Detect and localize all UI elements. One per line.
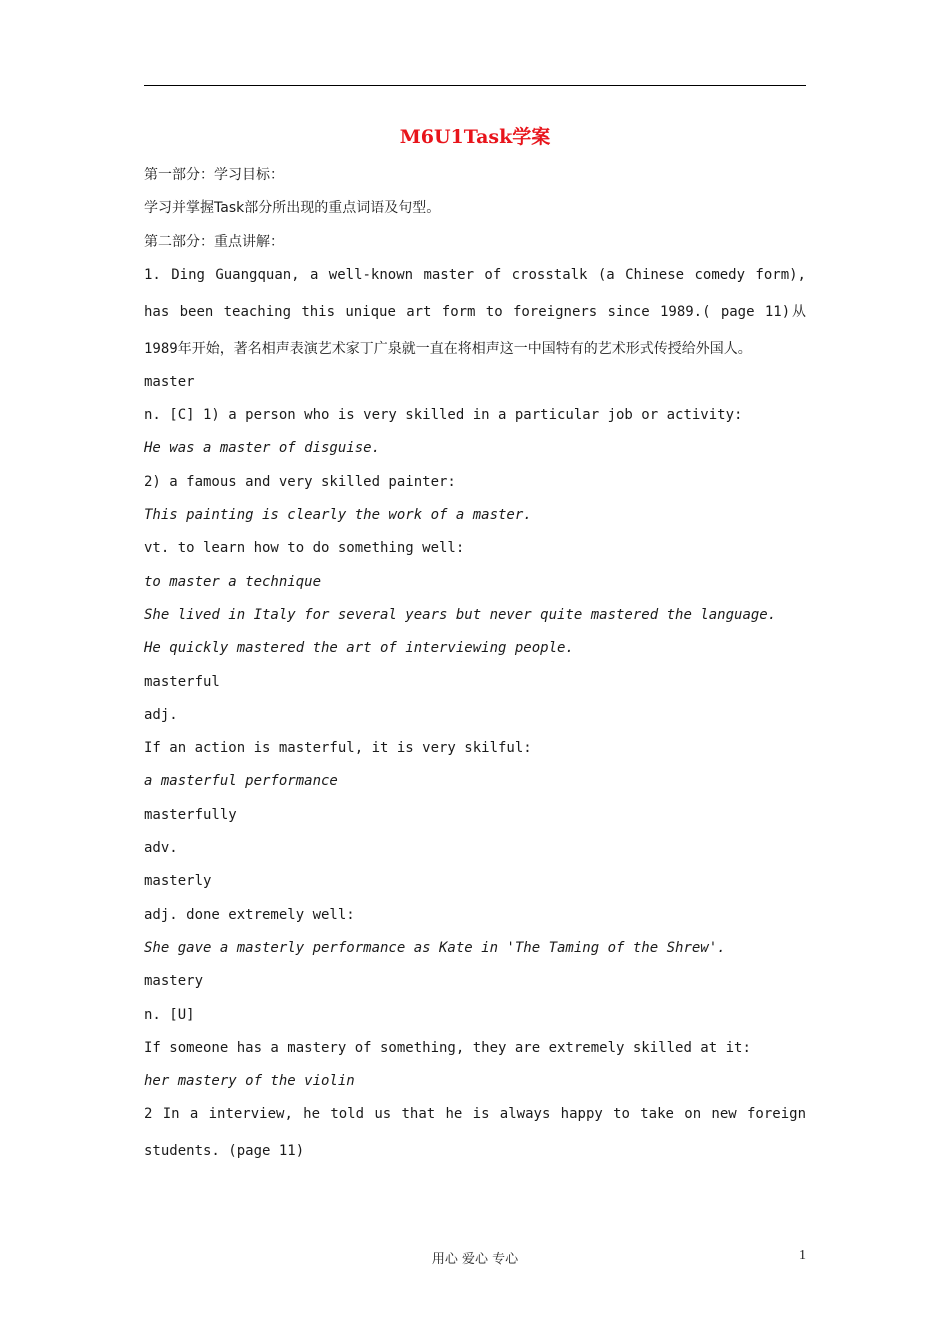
vocab-definition: adj. done extremely well: <box>144 906 355 923</box>
document-title: M6U1Task学案 <box>399 126 551 148</box>
vocab-pos: adj. <box>144 706 178 723</box>
vocab-pos: adv. <box>144 840 178 857</box>
vocab-headword: master <box>144 373 195 390</box>
section-heading: 第一部分：学习目标： <box>144 167 284 183</box>
vocab-headword: masterful <box>144 673 220 690</box>
vocab-example: He quickly mastered the art of interviewing people. <box>144 640 574 657</box>
vocab-definition: 2) a famous and very skilled painter: <box>144 473 456 490</box>
vocab-example: She lived in Italy for several years but never quite mastered the language. <box>144 606 777 623</box>
vocab-example: She gave a masterly performance as Kate in 'The Taming of the Shrew'. <box>144 939 726 956</box>
vocab-example: her mastery of the violin <box>144 1073 355 1090</box>
vocab-headword: masterfully <box>144 806 237 823</box>
vocab-example: a masterful performance <box>144 773 338 790</box>
vocab-definition: vt. to learn how to do something well: <box>144 540 465 557</box>
vocab-pos: n. [U] <box>144 1006 195 1023</box>
header-rule <box>144 85 806 86</box>
section-heading: 第二部分：重点讲解： <box>144 233 284 250</box>
vocab-example: to master a technique <box>144 573 322 590</box>
vocab-headword: masterly <box>144 873 212 890</box>
document-body <box>144 159 806 1168</box>
learning-objective: 学习并掌握Task部分所出现的重点词语及句型。 <box>144 200 441 217</box>
vocab-definition: If someone has a mastery of something, they are extremely skilled at it: <box>144 1039 751 1056</box>
vocab-example: He was a master of disguise. <box>144 440 381 457</box>
vocab-definition: If an action is masterful, it is very skilful: <box>144 740 532 757</box>
key-sentence: 2 In a interview, he told us that he is always happy to take on new foreign students. (page 11) <box>144 1106 806 1160</box>
vocab-example: This painting is clearly the work of a master. <box>144 507 532 524</box>
key-sentence: 1. Ding Guangquan, a well-known master of crosstalk (a Chinese comedy form), has been teaching this unique art form to foreigners since 1989.( page 11)从1989年开始，著名相声表演艺术家丁广泉就一直在将相声这一中国特有的艺术形式传授给外国人。 <box>144 266 806 357</box>
footer-motto: 用心 爱心 专心 <box>431 1252 519 1267</box>
page-number: 1 <box>799 1248 806 1263</box>
vocab-headword: mastery <box>144 973 204 990</box>
vocab-definition: n. [C] 1) a person who is very skilled in a particular job or activity: <box>144 407 743 424</box>
